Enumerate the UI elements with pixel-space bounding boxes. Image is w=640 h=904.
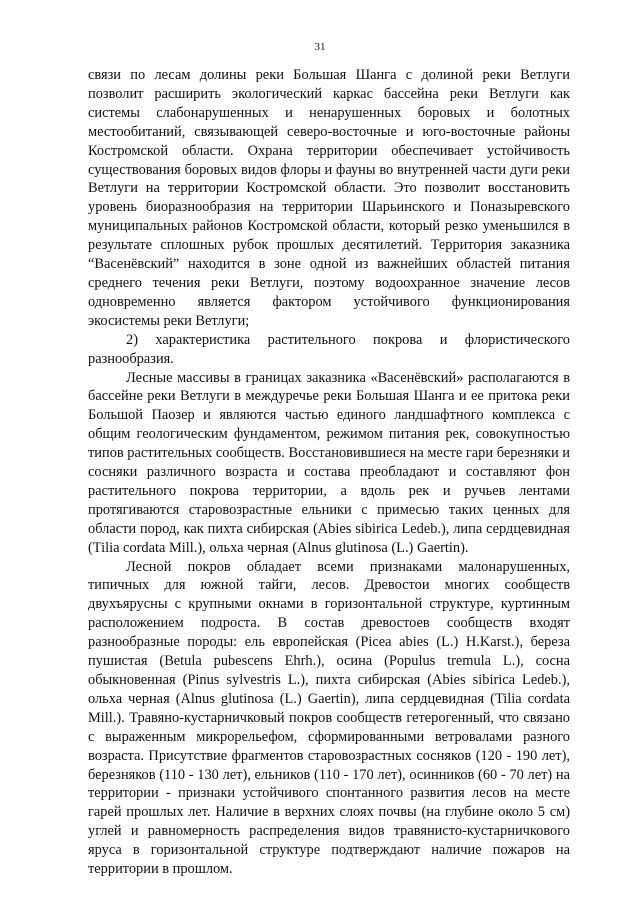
paragraph-continuation: связи по лесам долины реки Большая Шанга с долиной реки Ветлуги позволит расширить экологический каркас бассейна реки Ветлуги как системы слабонарушенных и ненарушенных боровых и болотных местообитаний, связывающей северо-восточные и юго-восточные районы Костромской области. Охрана территории обеспечивает устойчивость существования боровых видов флоры и фауны во внутренней части дуги реки Ветлуги на территории Костромской области. Это позволит восстановить уровень биоразнообразия на территории Шарьинского и Поназыревского муниципальных районов Костромской области, который резко уменьшился в результате сплошных рубок прошлых десятилетий. Территория заказника “Васенёвский” находится в зоне одной из важнейших областей питания среднего течения реки Ветлуги, поэтому водоохранное значение лесов одновременно является фактором устойчивого функционирования экосистемы реки Ветлуги; [88, 67, 570, 329]
paragraph-forest-cover: Лесной покров обладает всеми признаками малонарушенных, типичных для южной тайги, лесов. Древостои многих сообществ двухъярусны с крупными окнами в горизонтальной структуре, куртинным расположением подроста. В состав древостоев сообществ входят разнообразные породы: ель европейская (Picea abies (L.) H.Karst.), береза пушистая (Betula pubescens Ehrh.), осина (Populus tremula L.), сосна обыкновенная (Pinus sylvestris L.), пихта сибирская (Abies sibirica Ledeb.), ольха черная (Alnus glutinosa (L.) Gaertin), липа сердцевидная (Tilia cordata Mill.). Травяно-кустарничковый покров сообществ гетерогенный, что связано с выраженным микрорельефом, сформированными ветровалами разного возраста. Присутствие фрагментов старовозрастных сосняков (120 - 190 лет), березняков (110 - 130 лет), ельников (110 - 170 лет), осинников (60 - 70 лет) на территории - признаки устойчивого спонтанного развития лесов на месте гарей прошлых лет. Наличие в верхних слоях почвы (на глубине около 5 см) углей и равномерность распределения видов травянисто-кустарничкового яруса в горизонтальной структуре подтверждают наличие пожаров на территории в прошлом. [88, 558, 570, 878]
document-body [88, 66, 570, 879]
page-number: 31 [314, 41, 326, 53]
paragraph-forest-massifs: Лесные массивы в границах заказника «Васенёвский» располагаются в бассейне реки Ветлуги в междуречье реки Большая Шанга и ее притока реки Большой Паозер и являются частью единого ландшафтного комплекса с общим геологическим фундаментом, режимом питания рек, совокупностью типов растительных сообществ. Восстановившиеся на месте гари березняки и сосняки различного возраста и состава преобладают и составляют фон растительного покрова территории, а вдоль рек и ручьев лентами протягиваются старовозрастные ельники с примесью таких ценных для области пород, как пихта сибирская (Abies sibirica Ledeb.), липа сердцевидная (Tilia cordata Mill.), ольха черная (Alnus glutinosa (L.) Gaertin). [88, 369, 570, 556]
paragraph-section-heading: 2) характеристика растительного покрова и флористического разнообразия. [88, 331, 570, 367]
